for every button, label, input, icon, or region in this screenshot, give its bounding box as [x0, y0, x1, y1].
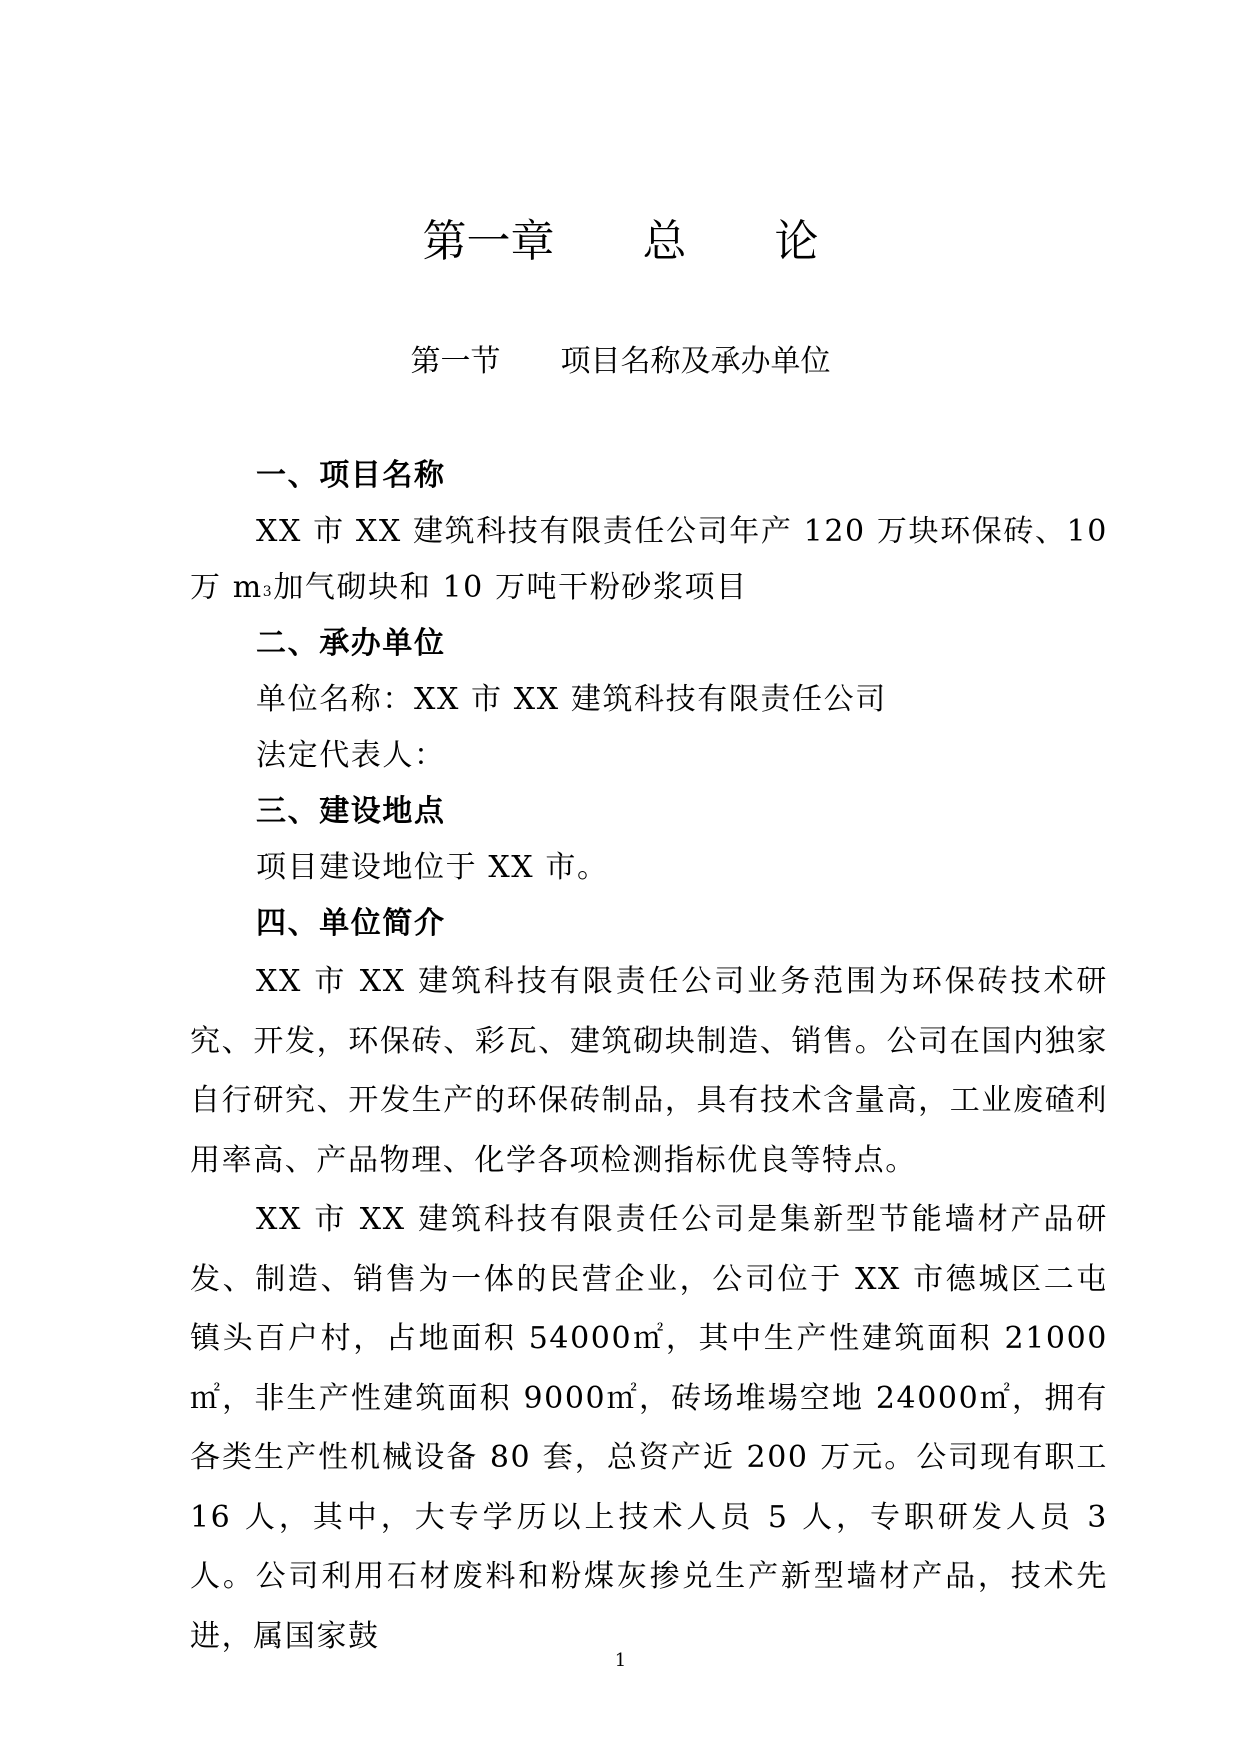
unit-name-line: 单位名称：XX 市 XX 建筑科技有限责任公司 [256, 682, 887, 717]
project-name-text-part: XX 市 XX 建筑科技有限责任公司年产 120 万块环保砖、10 万 $m^3$加气砌块和 10 万吨干粉砂浆项目 [190, 514, 1108, 605]
section-title: 第一节 项目名称及承办单位 [410, 344, 831, 379]
construction-site-line: 项目建设地位于 XX 市。 [256, 850, 609, 885]
project-name-text [190, 504, 1108, 616]
legal-representative-line: 法定代表人： [256, 738, 446, 773]
heading-project-name: 一、项目名称 [256, 458, 446, 493]
heading-unit-profile: 四、单位简介 [256, 906, 446, 941]
chapter-title: 第一章 总 论 [422, 216, 819, 267]
page-number: 1 [614, 1650, 627, 1671]
heading-construction-site: 三、建设地点 [256, 794, 446, 829]
document-body [190, 448, 1108, 1666]
heading-undertaking-unit: 二、承办单位 [256, 626, 446, 661]
unit-profile-paragraph-2: XX 市 XX 建筑科技有限责任公司是集新型节能墙材产品研发、制造、销售为一体的民营企业，公司位于 XX 市德城区二屯镇头百户村，占地面积 54000㎡，其中生产性建筑面积 21000㎡，非生产性建筑面积 9000㎡，砖场堆場空地 24000㎡，拥有各类生产性机械设备 80 套，总资产近 200 万元。公司现有职工 16 人，其中，大专学历以上技术人员 5 人，专职研发人员 3 人。公司利用石材废料和粉煤灰掺兑生产新型墙材产品，技术先进，属国家鼓 [190, 1202, 1108, 1654]
unit-profile-paragraph-1: XX 市 XX 建筑科技有限责任公司业务范围为环保砖技术研究、开发，环保砖、彩瓦、建筑砌块制造、销售。公司在国内独家自行研究、开发生产的环保砖制品，具有技术含量高，工业废碴利用率高、产品物理、化学各项检测指标优良等特点。 [190, 964, 1108, 1178]
